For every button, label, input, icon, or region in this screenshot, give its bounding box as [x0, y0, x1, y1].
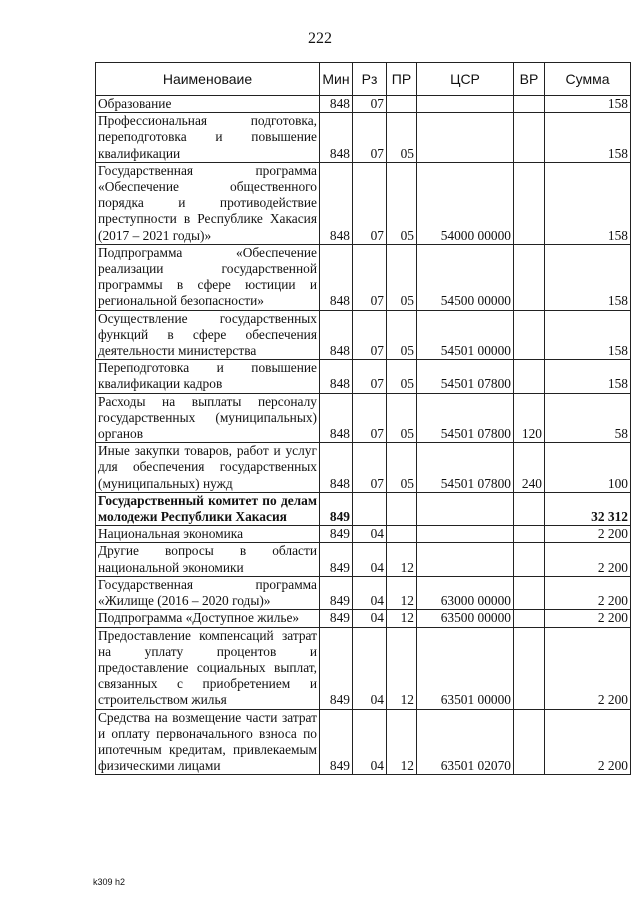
row-name: Средства на возмещение части затрат и оплату первоначального взноса по ипотечным кредитам, привлекаемым физическими лицами [96, 709, 320, 775]
row-csr: 54501 07800 [417, 393, 514, 443]
row-min: 849 [320, 627, 353, 709]
table-row [96, 576, 631, 609]
row-rz: 04 [353, 543, 387, 576]
row-sum: 2 200 [545, 576, 631, 609]
row-min: 848 [320, 113, 353, 163]
row-rz: 07 [353, 244, 387, 310]
row-sum: 158 [545, 113, 631, 163]
row-rz: 07 [353, 393, 387, 443]
table-row [96, 610, 631, 627]
row-pr: 12 [387, 610, 417, 627]
row-csr: 54501 07800 [417, 443, 514, 493]
table-row [96, 393, 631, 443]
row-name: Другие вопросы в области национальной экономики [96, 543, 320, 576]
table-row [96, 96, 631, 113]
row-name: Подпрограмма «Обеспечение реализации государственной программы в сфере юстиции и региональной безопасности» [96, 244, 320, 310]
row-vr [514, 310, 545, 360]
table-row [96, 526, 631, 543]
row-csr [417, 96, 514, 113]
row-vr [514, 610, 545, 627]
row-sum: 2 200 [545, 627, 631, 709]
row-rz: 04 [353, 709, 387, 775]
row-rz: 07 [353, 310, 387, 360]
header-name: Наименоваие [96, 63, 320, 96]
row-pr: 05 [387, 360, 417, 393]
header-pr: ПР [387, 63, 417, 96]
row-sum: 58 [545, 393, 631, 443]
table-header-row [96, 63, 631, 96]
row-vr [514, 162, 545, 244]
row-min: 848 [320, 162, 353, 244]
row-csr: 54501 00000 [417, 310, 514, 360]
row-name: Подпрограмма «Доступное жилье» [96, 610, 320, 627]
row-csr: 63000 00000 [417, 576, 514, 609]
row-sum: 158 [545, 96, 631, 113]
row-name: Профессиональная подготовка, переподготовка и повышение квалификации [96, 113, 320, 163]
row-vr: 240 [514, 443, 545, 493]
row-name: Предоставление компенсаций затрат на уплату процентов и предоставление социальных выплат, связанных с приобретением и строительством жилья [96, 627, 320, 709]
row-rz: 04 [353, 627, 387, 709]
row-pr [387, 526, 417, 543]
row-rz [353, 492, 387, 525]
row-name: Расходы на выплаты персоналу государственных (муниципальных) органов [96, 393, 320, 443]
row-csr: 63501 00000 [417, 627, 514, 709]
row-csr: 63500 00000 [417, 610, 514, 627]
row-pr: 05 [387, 310, 417, 360]
row-vr [514, 244, 545, 310]
row-sum: 158 [545, 360, 631, 393]
row-rz: 04 [353, 526, 387, 543]
row-name: Национальная экономика [96, 526, 320, 543]
row-vr [514, 360, 545, 393]
row-min: 848 [320, 393, 353, 443]
row-sum: 158 [545, 310, 631, 360]
row-vr [514, 709, 545, 775]
table-row [96, 443, 631, 493]
row-sum: 2 200 [545, 526, 631, 543]
row-pr: 12 [387, 543, 417, 576]
row-rz: 04 [353, 610, 387, 627]
row-pr: 12 [387, 709, 417, 775]
row-csr [417, 543, 514, 576]
row-vr [514, 627, 545, 709]
row-vr [514, 543, 545, 576]
budget-table [95, 62, 631, 775]
footer-code: k309 h2 [93, 877, 126, 887]
row-vr: 120 [514, 393, 545, 443]
row-sum: 100 [545, 443, 631, 493]
row-rz: 07 [353, 96, 387, 113]
row-min: 848 [320, 443, 353, 493]
row-sum: 158 [545, 244, 631, 310]
row-csr: 54500 00000 [417, 244, 514, 310]
row-pr: 12 [387, 576, 417, 609]
header-rz: Рз [353, 63, 387, 96]
row-sum: 2 200 [545, 709, 631, 775]
row-rz: 07 [353, 443, 387, 493]
row-min: 848 [320, 244, 353, 310]
row-min: 849 [320, 543, 353, 576]
row-min: 849 [320, 492, 353, 525]
row-csr: 54501 07800 [417, 360, 514, 393]
table-row [96, 310, 631, 360]
table-row [96, 543, 631, 576]
row-csr [417, 113, 514, 163]
row-vr [514, 113, 545, 163]
table-row [96, 360, 631, 393]
row-pr [387, 96, 417, 113]
header-min: Мин [320, 63, 353, 96]
row-rz: 04 [353, 576, 387, 609]
row-name: Переподготовка и повышение квалификации кадров [96, 360, 320, 393]
row-csr: 63501 02070 [417, 709, 514, 775]
row-sum: 2 200 [545, 610, 631, 627]
row-min: 849 [320, 526, 353, 543]
row-pr: 12 [387, 627, 417, 709]
table-row [96, 709, 631, 775]
row-min: 849 [320, 576, 353, 609]
row-min: 848 [320, 96, 353, 113]
row-vr [514, 96, 545, 113]
row-pr: 05 [387, 113, 417, 163]
row-csr [417, 526, 514, 543]
row-rz: 07 [353, 162, 387, 244]
row-pr [387, 492, 417, 525]
row-rz: 07 [353, 360, 387, 393]
row-vr [514, 526, 545, 543]
table-row [96, 244, 631, 310]
row-sum: 32 312 [545, 492, 631, 525]
header-sum: Сумма [545, 63, 631, 96]
row-name: Образование [96, 96, 320, 113]
row-sum: 158 [545, 162, 631, 244]
table-row [96, 492, 631, 525]
row-min: 849 [320, 610, 353, 627]
row-min: 848 [320, 360, 353, 393]
row-name: Иные закупки товаров, работ и услуг для обеспечения государственных (муниципальных) нужд [96, 443, 320, 493]
row-pr: 05 [387, 162, 417, 244]
table-row [96, 162, 631, 244]
row-name: Осуществление государственных функций в сфере обеспечения деятельности министерства [96, 310, 320, 360]
row-name: Государственный комитет по делам молодежи Республики Хакасия [96, 492, 320, 525]
row-csr: 54000 00000 [417, 162, 514, 244]
page-number: 222 [308, 30, 332, 47]
header-vr: ВР [514, 63, 545, 96]
row-min: 849 [320, 709, 353, 775]
row-sum: 2 200 [545, 543, 631, 576]
header-csr: ЦСР [417, 63, 514, 96]
table-row [96, 113, 631, 163]
row-pr: 05 [387, 393, 417, 443]
row-vr [514, 576, 545, 609]
row-vr [514, 492, 545, 525]
row-csr [417, 492, 514, 525]
row-pr: 05 [387, 244, 417, 310]
row-min: 848 [320, 310, 353, 360]
row-pr: 05 [387, 443, 417, 493]
table-row [96, 627, 631, 709]
row-name: Государственная программа «Жилище (2016 – 2020 годы)» [96, 576, 320, 609]
row-rz: 07 [353, 113, 387, 163]
row-name: Государственная программа «Обеспечение общественного порядка и противодействие преступности в Республике Хакасия (2017 – 2021 годы)» [96, 162, 320, 244]
